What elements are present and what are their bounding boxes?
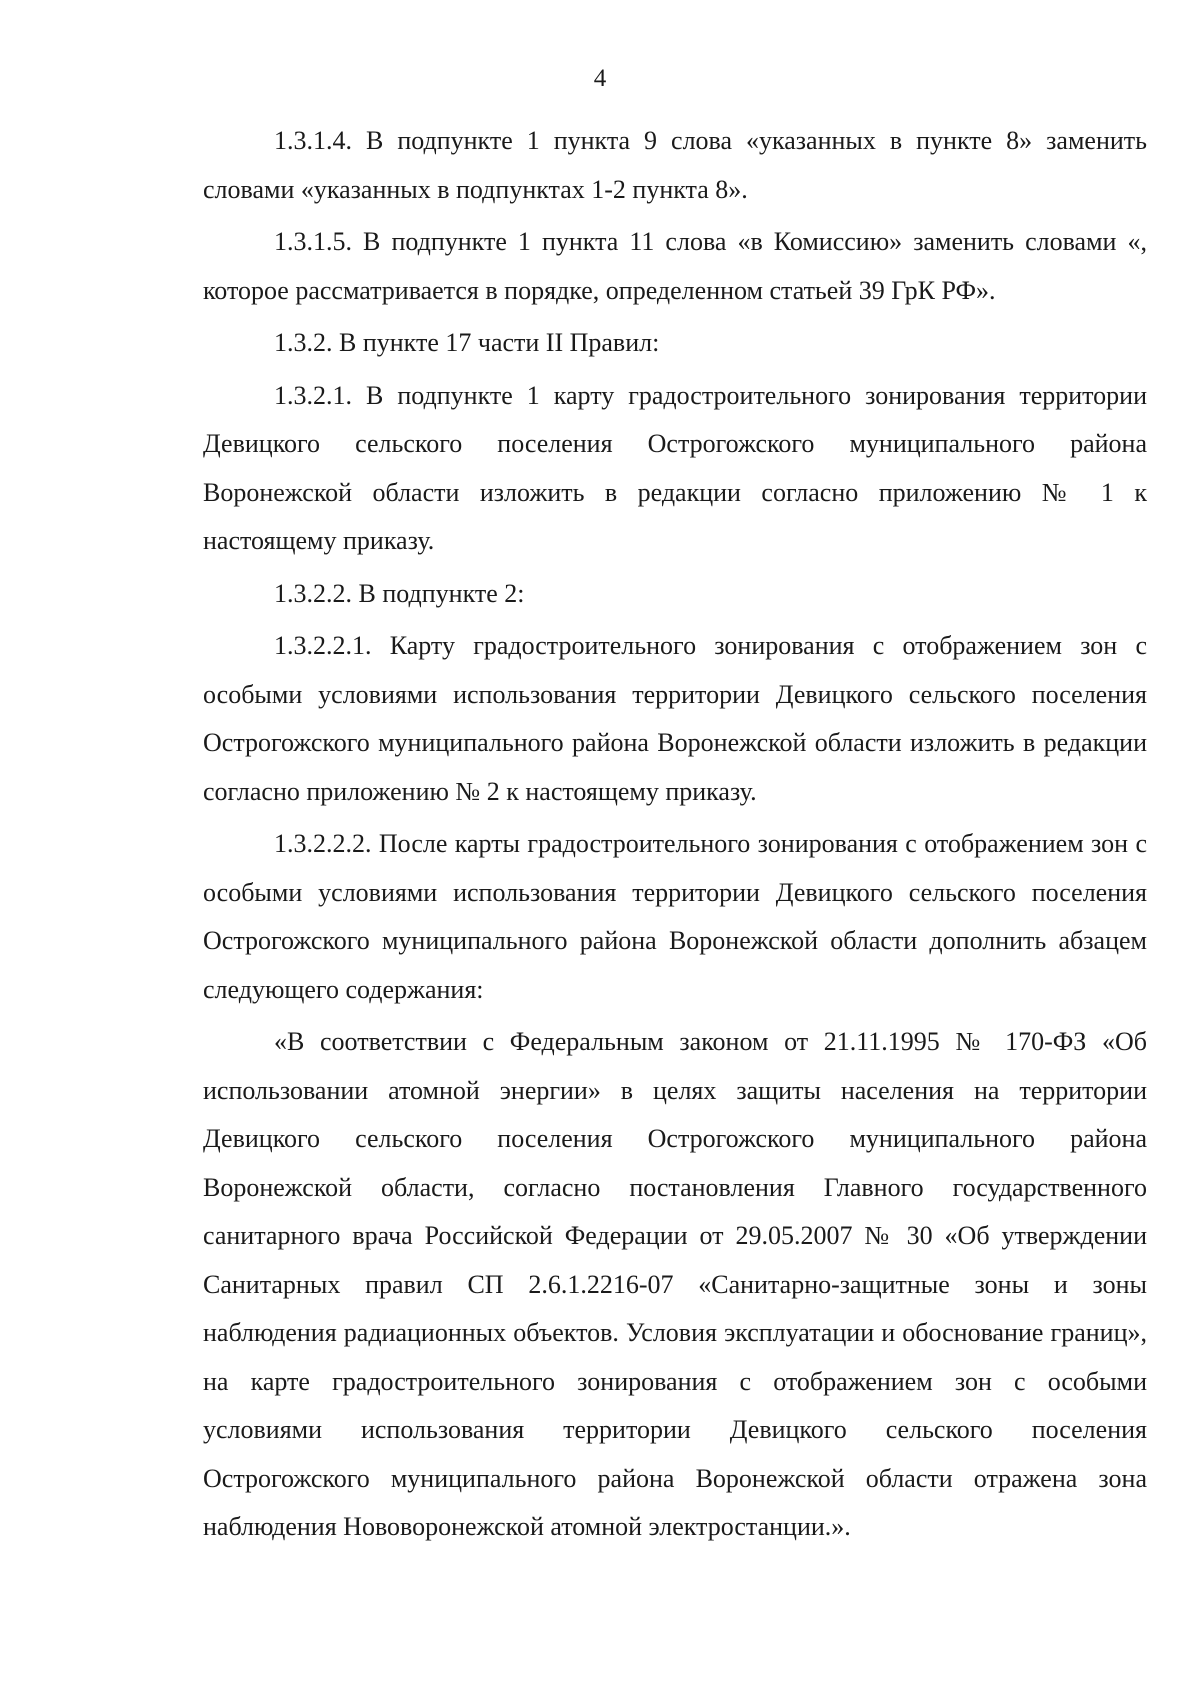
paragraph-1-3-1-5: 1.3.1.5. В подпункте 1 пункта 11 слова «в Комиссию» заменить словами «, которое рассматривается в порядке, определенном статьей 39 ГрК РФ». [203, 227, 1147, 305]
paragraph-1-3-2: 1.3.2. В пункте 17 части II Правил: [274, 328, 660, 357]
paragraph-1-3-2-2-1: 1.3.2.2.1. Карту градостроительного зонирования с отображением зон с особыми условиями использования территории Девицкого сельского поселения Острогожского муниципального района Воронежской области изложить в редакции согласно приложению № 2 к настоящему приказу. [203, 631, 1147, 806]
paragraph-1-3-2-1: 1.3.2.1. В подпункте 1 карту градостроительного зонирования территории Девицкого сельского поселения Острогожского муниципального района Воронежской области изложить в редакции согласно приложению № 1 к настоящему приказу. [203, 380, 1147, 555]
page-number: 4 [593, 65, 607, 92]
paragraph-1-3-2-2: 1.3.2.2. В подпункте 2: [274, 578, 525, 608]
document-body [203, 117, 1147, 1556]
paragraph-1-3-2-2-2: 1.3.2.2.2. После карты градостроительного зонирования с отображением зон с особыми условиями использования территории Девицкого сельского поселения Острогожского муниципального района Воронежской области дополнить абзацем следующего содержания: [203, 829, 1147, 1004]
paragraph-1-3-1-4: 1.3.1.4. В подпункте 1 пункта 9 слова «указанных в пункте 8» заменить словами «указанных в подпунктах 1-2 пункта 8». [203, 126, 1147, 204]
paragraph-quoted-addition: «В соответствии с Федеральным законом от 21.11.1995 № 170-ФЗ «Об использовании атомной энергии» в целях защиты населения на территории Девицкого сельского поселения Острогожского муниципального района Воронежской области, согласно постановления Главного государственного санитарного врача Российской Федерации от 29.05.2007 № 30 «Об утверждении Санитарных правил СП 2.6.1.2216-07 «Санитарно-защитные зоны и зоны наблюдения радиационных объектов. Условия эксплуатации и обоснование границ», на карте градостроительного зонирования с отображением зон с особыми условиями использования территории Девицкого сельского поселения Острогожского муниципального района Воронежской области отражена зона наблюдения Нововоронежской атомной электростанции.». [203, 1027, 1147, 1541]
